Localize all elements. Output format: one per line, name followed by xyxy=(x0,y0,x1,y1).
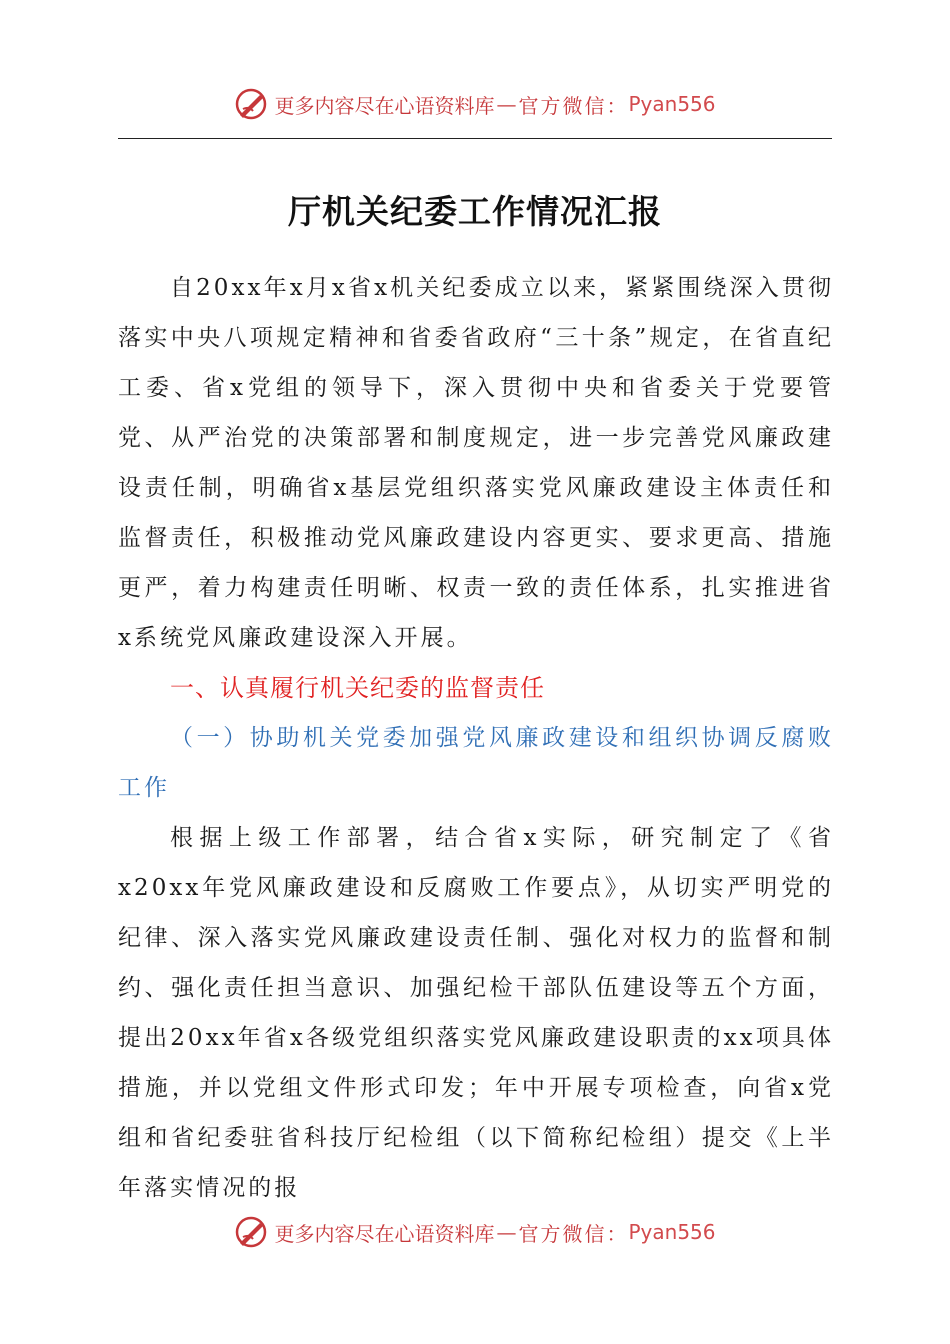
quill-seal-icon xyxy=(234,87,268,121)
watermark-dash: — xyxy=(496,92,517,116)
watermark-text: 更多内容尽在心语资料库 xyxy=(274,93,495,118)
watermark-text: 更多内容尽在心语资料库 xyxy=(274,1221,495,1246)
document-title: 厅机关纪委工作情况汇报 xyxy=(288,192,662,231)
watermark-wechat-id: Pyan556 xyxy=(628,1220,716,1244)
header-watermark xyxy=(0,84,950,124)
intro-paragraph: 自20xx年x月x省x机关纪委成立以来，紧紧围绕深入贯彻落实中央八项规定精神和省委省政府“三十条”规定，在省直纪工委、省x党组的领导下，深入贯彻中央和省委关于党要管党、从严治党的决策部署和制度规定，进一步完善党风廉政建设责任制，明确省x基层党组织落实党风廉政建设主体责任和监督责任，积极推动党风廉政建设内容更实、要求更高、措施更严，着力构建责任明晰、权责一致的责任体系，扎实推进省x系统党风廉政建设深入开展。 xyxy=(118,275,834,651)
watermark-wechat-id: Pyan556 xyxy=(628,92,716,116)
quill-seal-icon xyxy=(234,1215,268,1249)
watermark-contact-label: 官方微信： xyxy=(518,93,629,118)
header-divider xyxy=(118,138,832,139)
subsection-heading: （一）协助机关党委加强党风廉政建设和组织协调反腐败工作 xyxy=(118,725,834,801)
watermark-dash: — xyxy=(496,1220,517,1244)
watermark-contact-label: 官方微信： xyxy=(518,1221,629,1246)
footer-watermark xyxy=(0,1212,950,1252)
body-paragraph: 根据上级工作部署，结合省x实际，研究制定了《省x20xx年党风廉政建设和反腐败工作要点》，从切实严明党的纪律、深入落实党风廉政建设责任制、强化对权力的监督和制约、强化责任担当意识、加强纪检干部队伍建设等五个方面，提出20xx年省x各级党组织落实党风廉政建设职责的xx项具体措施，并以党组文件形式印发；年中开展专项检查，向省x党组和省纪委驻省科技厅纪检组（以下简称纪检组）提交《上半年落实情况的报 xyxy=(118,825,834,1201)
section-heading: 一、认真履行机关纪委的监督责任 xyxy=(170,674,545,702)
